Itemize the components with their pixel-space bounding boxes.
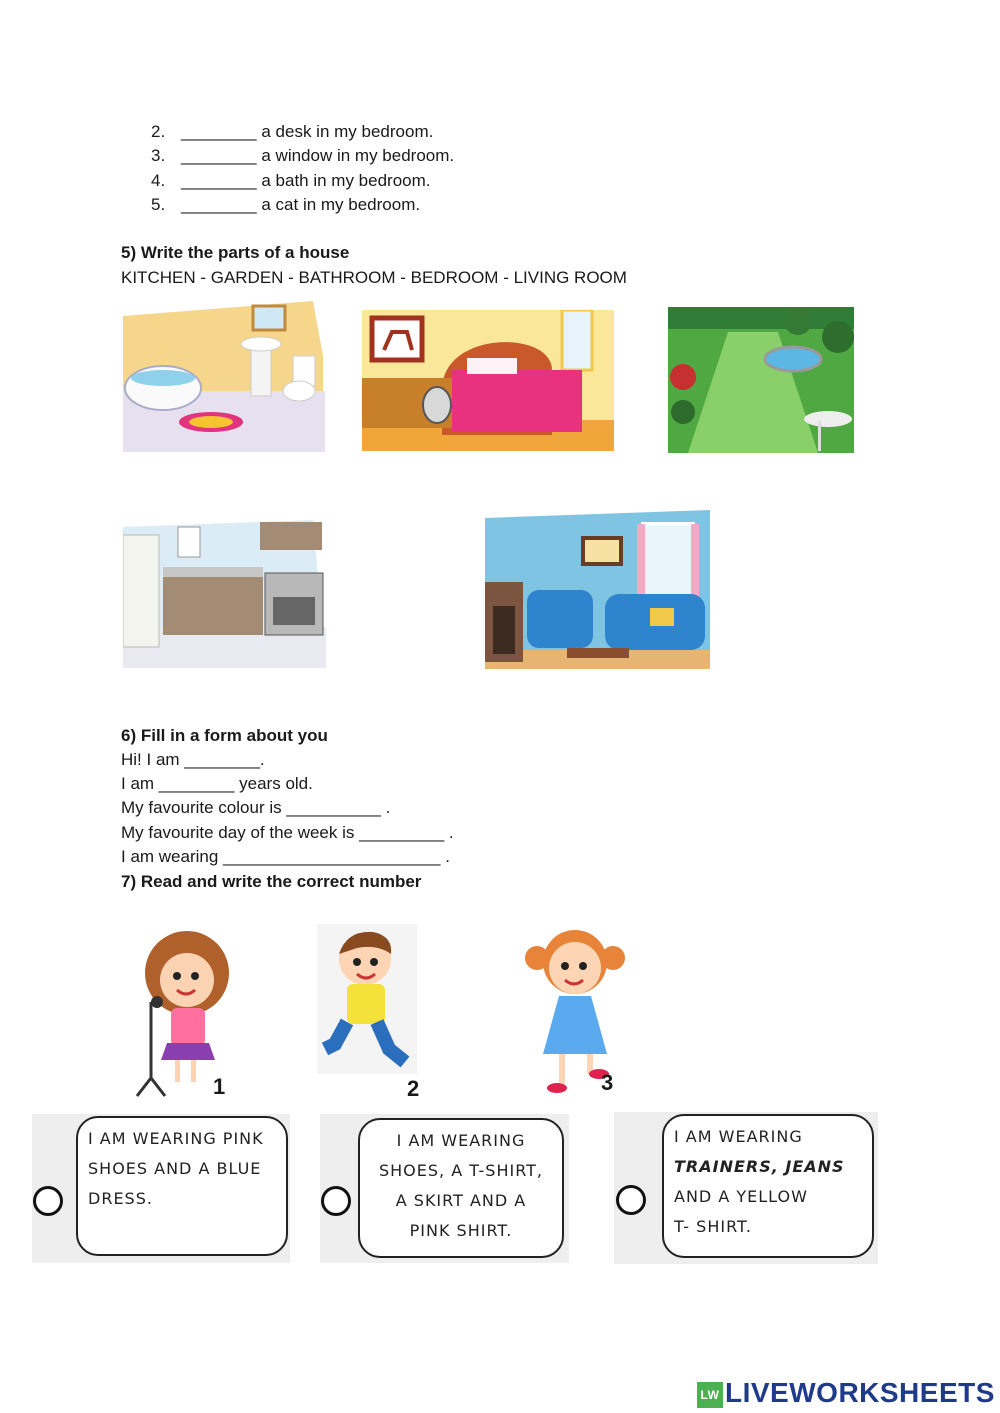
garden-picture xyxy=(668,307,854,453)
bubble-line: I AM WEARING xyxy=(674,1127,803,1146)
item-number: 5. xyxy=(151,195,166,214)
bedroom-picture xyxy=(362,310,614,451)
form-line: Hi! I am ________. xyxy=(121,750,265,769)
form-line: My favourite colour is __________ . xyxy=(121,798,391,817)
bubble-line: DRESS. xyxy=(88,1189,153,1208)
bubble-line: SHOES, A T-SHIRT, xyxy=(378,1161,544,1180)
answer-circle-2[interactable] xyxy=(321,1186,351,1216)
bubble-line: T- SHIRT. xyxy=(674,1217,752,1236)
bubble-line: A SKIRT AND A xyxy=(395,1191,527,1210)
item-number: 2. xyxy=(151,122,166,141)
bubble-line: I AM WEARING PINK xyxy=(88,1129,264,1148)
exercise-7-title: 7) Read and write the correct number xyxy=(121,872,422,891)
exercise-6-title: 6) Fill in a form about you xyxy=(121,726,328,745)
logo-badge: LW xyxy=(697,1382,723,1408)
form-line: I am ________ years old. xyxy=(121,774,313,793)
speech-panel-1 xyxy=(32,1114,290,1263)
item-sentence: ________ a bath in my bedroom. xyxy=(181,171,431,190)
speech-bubble xyxy=(358,1118,564,1258)
item-number: 3. xyxy=(151,146,166,165)
bubble-line: PINK SHIRT. xyxy=(409,1221,513,1240)
boy-running-picture xyxy=(317,924,417,1074)
answer-circle-3[interactable] xyxy=(616,1185,646,1215)
logo-text: LIVEWORKSHEETS xyxy=(725,1377,995,1408)
exercise-5-title: 5) Write the parts of a house xyxy=(121,243,350,262)
answer-circle-1[interactable] xyxy=(33,1186,63,1216)
bubble-line: AND A YELLOW xyxy=(674,1187,808,1206)
item-number: 4. xyxy=(151,171,166,190)
girl-dancing-picture xyxy=(517,922,635,1098)
bubble-line: SHOES AND A BLUE xyxy=(88,1159,262,1178)
kitchen-picture xyxy=(123,517,326,668)
form-line: My favourite day of the week is _________ . xyxy=(121,823,454,842)
form-line: I am wearing _______________________ . xyxy=(121,847,450,866)
speech-bubble xyxy=(662,1114,874,1258)
item-sentence: ________ a window in my bedroom. xyxy=(181,146,455,165)
speech-bubble xyxy=(76,1116,288,1256)
speech-panel-3 xyxy=(614,1112,878,1264)
speech-panel-2 xyxy=(320,1114,569,1263)
picture-number-1: 1 xyxy=(213,1074,226,1099)
living-room-picture xyxy=(485,510,710,669)
item-sentence: ________ a desk in my bedroom. xyxy=(181,122,434,141)
item-sentence: ________ a cat in my bedroom. xyxy=(181,195,421,214)
bubble-line: I AM WEARING xyxy=(396,1131,526,1150)
liveworksheets-logo xyxy=(697,1377,995,1409)
word-bank: KITCHEN - GARDEN - BATHROOM - BEDROOM - LIVING ROOM xyxy=(121,268,627,287)
bubble-line: TRAINERS, JEANS xyxy=(674,1157,845,1176)
girl-singing-picture xyxy=(125,928,237,1098)
picture-number-3: 3 xyxy=(601,1070,614,1095)
picture-number-2: 2 xyxy=(407,1076,420,1101)
bathroom-picture xyxy=(123,296,325,452)
